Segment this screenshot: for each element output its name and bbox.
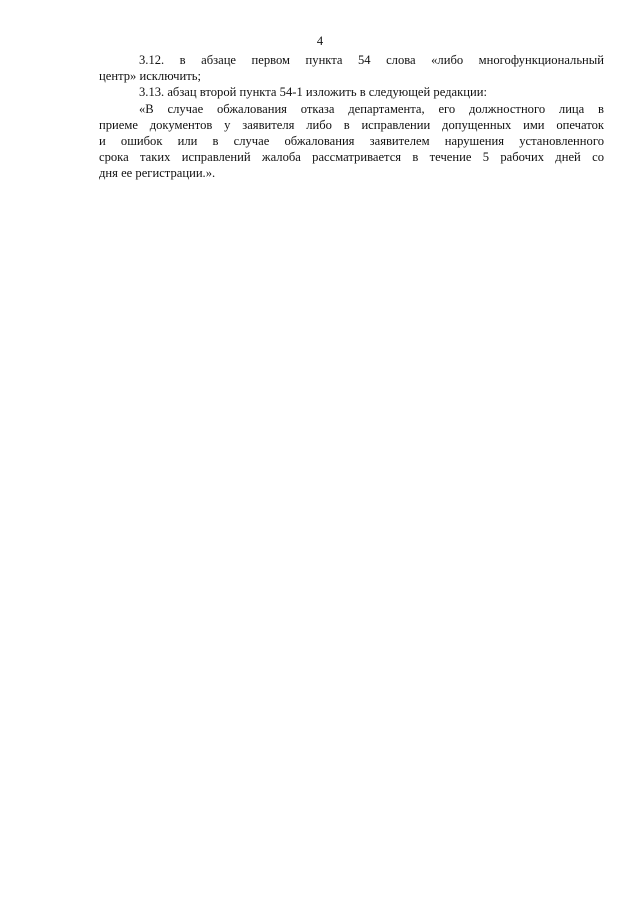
text-line: 3.13. абзац второй пункта 54-1 изложить в следующей редакции:	[139, 85, 487, 100]
text-line: приеме документов у заявителя либо в исправлении допущенных ими опечаток	[99, 117, 604, 132]
text-line: 3.12. в абзаце первом пункта 54 слова «либо многофункциональный	[139, 53, 604, 67]
paragraph-3-13	[99, 84, 604, 100]
text-line: срока таких исправлений жалоба рассматривается в течение 5 рабочих дней со	[99, 150, 604, 165]
page-number: 4	[316, 34, 324, 48]
text-line: центр» исключить;	[99, 69, 201, 84]
text-line: «В случае обжалования отказа департамента, его должностного лица в	[139, 101, 604, 116]
document-body	[99, 52, 604, 182]
text-line: и ошибок или в случае обжалования заявителем нарушения установленного	[99, 134, 604, 149]
text-line: дня ее регистрации.».	[99, 166, 216, 181]
paragraph-quote	[99, 101, 604, 182]
paragraph-3-12	[99, 52, 604, 84]
